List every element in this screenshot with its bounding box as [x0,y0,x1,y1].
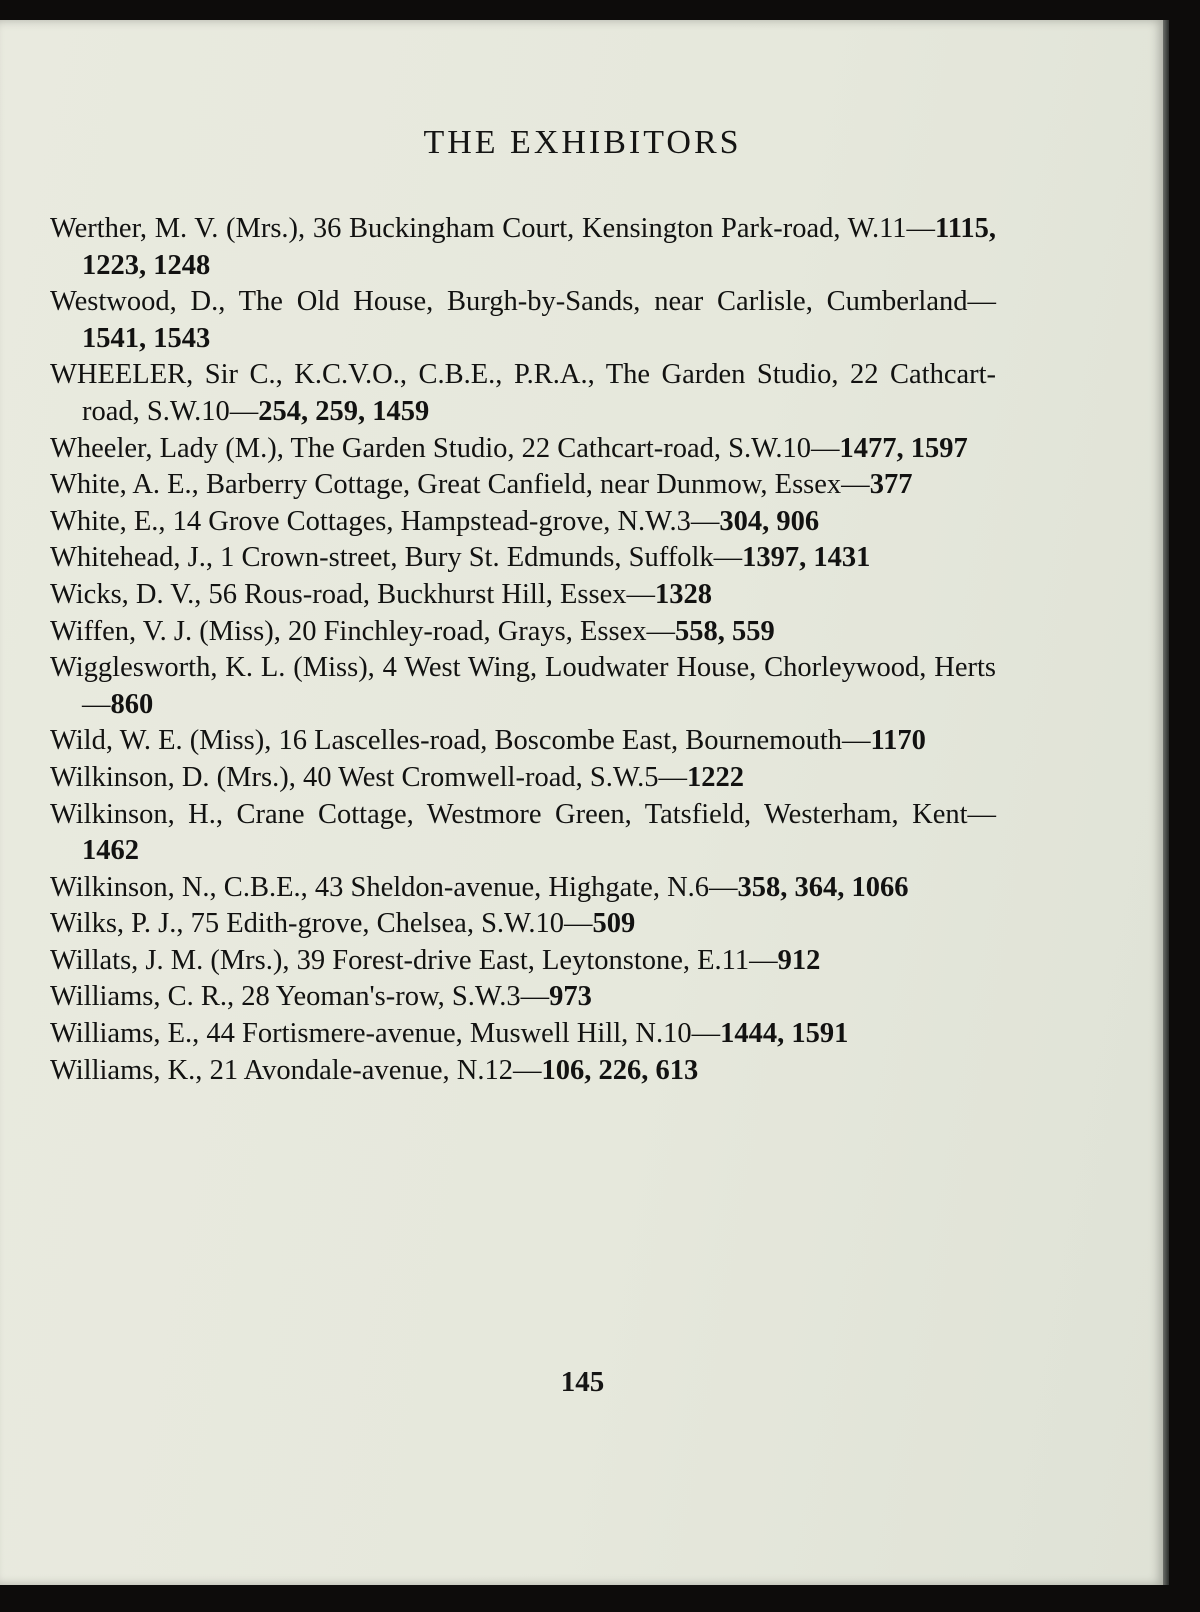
exhibitor-address: 21 Avondale-avenue, N.12— [209,1054,542,1086]
exhibitor-entry [50,357,996,430]
exhibitor-name: Williams, E., [50,1018,200,1050]
catalogue-numbers: 973 [549,981,592,1013]
page-number: 145 [560,1366,605,1398]
catalogue-numbers: 377 [869,469,913,501]
exhibitor-address: 20 Finchley-road, Grays, Essex— [287,615,675,647]
exhibitor-name: Werther, M. V. (Mrs.), [50,213,306,244]
exhibitor-entry [50,614,996,651]
exhibitor-address: 36 Buckingham Court, Kensington Park-road, W.11— [312,213,936,244]
exhibitor-entry [50,1053,996,1090]
exhibitor-entry [50,431,996,468]
exhibitor-entry [50,870,996,907]
exhibitor-entry [50,760,996,797]
exhibitor-name: White, A. E., [50,469,199,501]
exhibitor-name: Wheeler, Lady (M.), [50,432,284,464]
exhibitor-address: Crane Cottage, Westmore Green, Tatsfield, Westerham, Kent— [236,798,997,830]
exhibitor-list [50,211,996,1089]
catalogue-numbers: 1222 [686,761,744,793]
exhibitor-name: Wigglesworth, K. L. (Miss), [50,652,375,684]
exhibitor-entry [50,467,996,504]
exhibitor-name: Whitehead, J., [50,542,214,574]
exhibitor-name: White, E., [50,505,166,537]
exhibitor-entry [50,211,996,284]
exhibitor-name: Wiffen, V. J. (Miss), [50,615,281,647]
exhibitor-address: The Garden Studio, 22 Cathcart-road, S.W.10— [290,432,840,464]
exhibitor-address: 28 Yeoman's-row, S.W.3— [241,981,550,1013]
exhibitor-address: 1 Crown-street, Bury St. Edmunds, Suffolk— [220,542,743,574]
catalogue-numbers: 1462 [82,835,139,867]
exhibitor-address: The Old House, Burgh-by-Sands, near Carlisle, Cumberland— [238,286,996,318]
exhibitor-name: Wilkinson, N., C.B.E., [50,871,308,903]
catalogue-numbers: 1541, 1543 [82,322,211,354]
exhibitor-address: 16 Lascelles-road, Boscombe East, Bournemouth— [278,725,871,757]
exhibitor-name: Wilks, P. J., [50,908,184,940]
catalogue-numbers: 1397, 1431 [742,542,871,574]
exhibitor-address: 56 Rous-road, Buckhurst Hill, Essex— [208,578,655,610]
exhibitor-address: 4 West Wing, Loudwater House, Chorleywood, Herts— [82,652,997,720]
exhibitor-entry [50,577,996,614]
exhibitor-address: Barberry Cottage, Great Canfield, near Dunmow, Essex— [205,469,870,501]
catalogue-numbers: 912 [777,944,821,976]
exhibitor-name: WHEELER, Sir C., K.C.V.O., C.B.E., [50,359,503,391]
exhibitor-entry [50,504,996,541]
page-heading: THE EXHIBITORS [423,124,742,161]
exhibitor-name: Wilkinson, D. (Mrs.), [50,761,296,793]
catalogue-numbers: 558, 559 [675,615,775,647]
exhibitor-address: 39 Forest-drive East, Leytonstone, E.11— [296,944,778,976]
catalogue-numbers: 1170 [870,725,926,757]
exhibitor-name: Wilkinson, H., [50,798,224,830]
exhibitor-name: Williams, C. R., [50,981,235,1013]
exhibitor-entry [50,906,996,943]
exhibitor-entry [50,797,996,870]
catalogue-numbers: 254, 259, 1459 [258,395,430,427]
exhibitor-address: 44 Fortismere-avenue, Muswell Hill, N.10— [206,1018,721,1050]
exhibitor-name: Wicks, D. V., [50,578,202,610]
catalogue-numbers: 860 [110,688,154,720]
exhibitor-address: 14 Grove Cottages, Hampstead-grove, N.W.3— [172,505,720,537]
catalogue-numbers: 1477, 1597 [839,432,968,464]
catalogue-numbers: 509 [592,908,636,940]
catalogue-numbers: 1115, 1223, 1248 [82,213,996,281]
catalogue-numbers: 1328 [655,578,712,610]
exhibitor-entry [50,979,996,1016]
exhibitor-entry [50,650,996,723]
exhibitor-address: 43 Sheldon-avenue, Highgate, N.6— [314,871,738,903]
exhibitor-address: 75 Edith-grove, Chelsea, S.W.10— [190,908,593,940]
exhibitor-address: 40 West Cromwell-road, S.W.5— [302,761,687,793]
exhibitor-entry [50,943,996,980]
catalogue-numbers: 304, 906 [719,505,820,537]
exhibitor-entry [50,284,996,357]
exhibitor-name: Wild, W. E. (Miss), [50,725,272,757]
exhibitor-name: Willats, J. M. (Mrs.), [50,944,290,976]
book-page [0,20,1165,1585]
catalogue-numbers: 1444, 1591 [720,1018,849,1050]
exhibitor-address: P.R.A., The Garden Studio, 22 Cathcart-road, S.W.10— [82,359,997,427]
exhibitor-entry [50,723,996,760]
catalogue-numbers: 106, 226, 613 [541,1054,699,1086]
exhibitor-name: Williams, K., [50,1054,203,1086]
catalogue-numbers: 358, 364, 1066 [737,871,909,903]
exhibitor-entry [50,540,996,577]
exhibitor-entry [50,1016,996,1053]
exhibitor-name: Westwood, D., [50,286,226,318]
